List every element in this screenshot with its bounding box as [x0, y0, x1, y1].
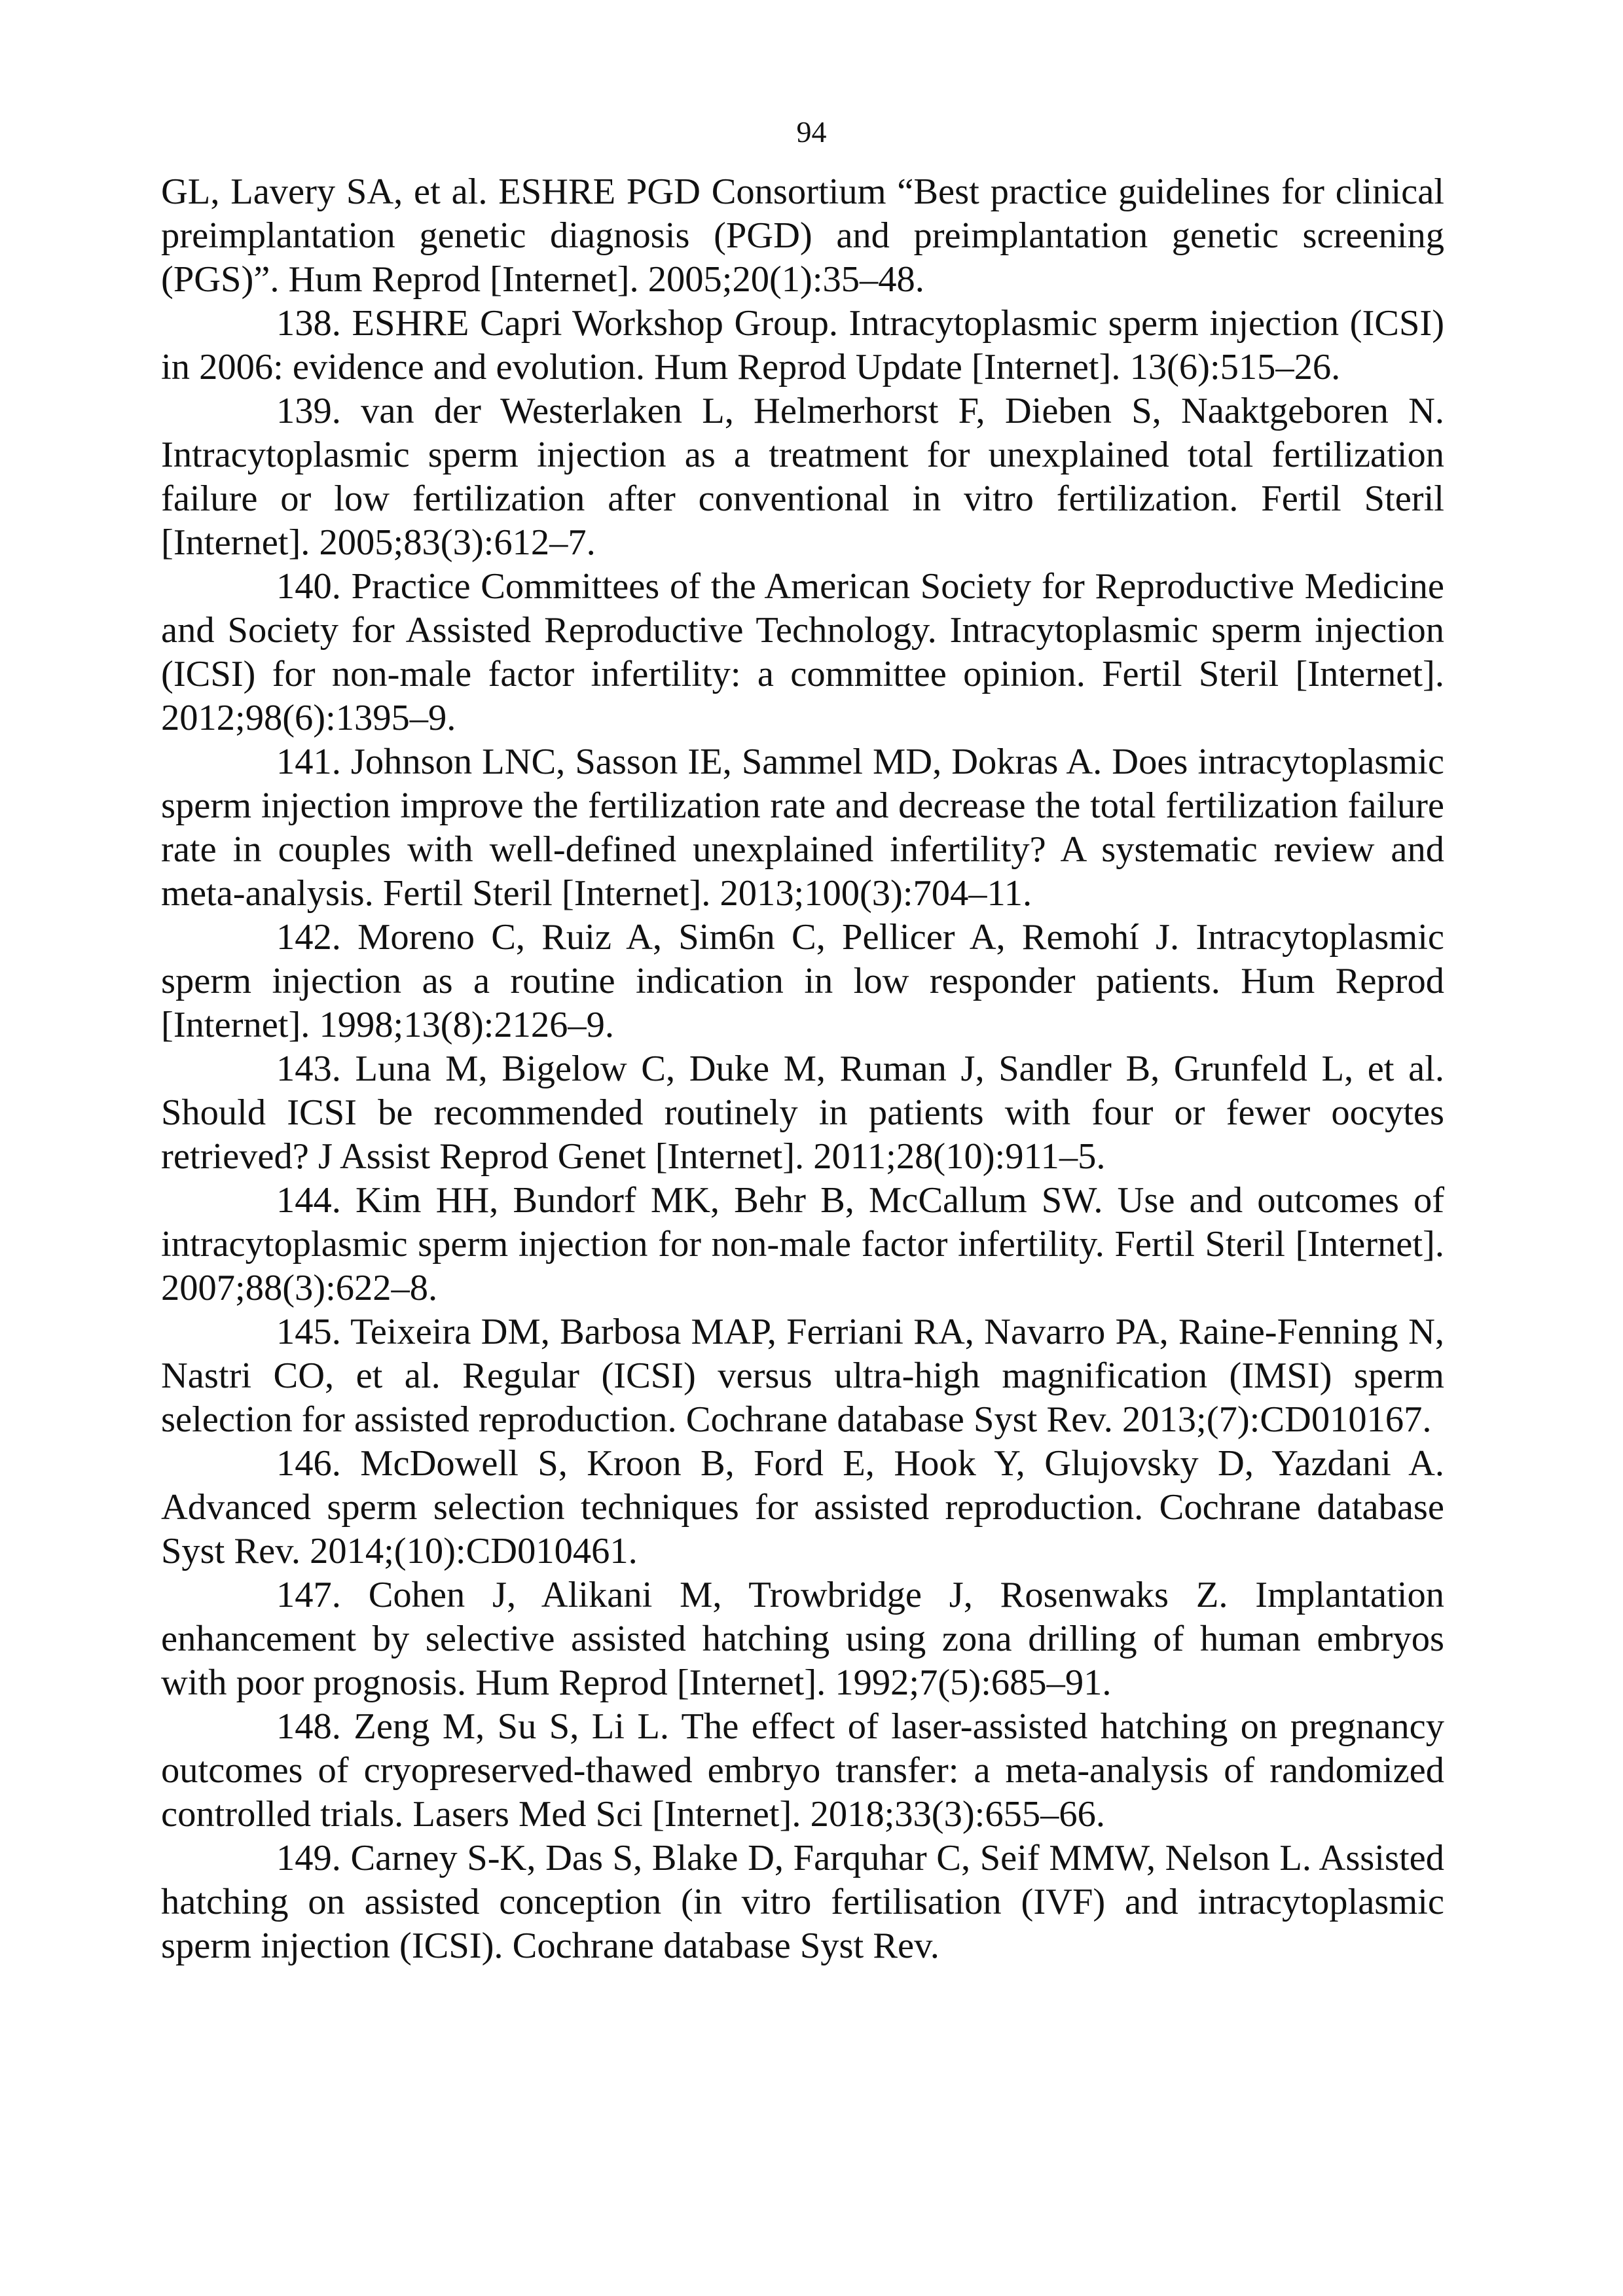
reference-number: 139.: [276, 391, 341, 431]
reference-text: Carney S-K, Das S, Blake D, Farquhar C, Seif MMW, Nelson L. Assisted hatching on assisted conception (in vitro fertilisation (IVF) and intracytoplasmic sperm injection (ICSI). Cochrane database Syst Rev.: [161, 1838, 1444, 1966]
reference-number: 140.: [276, 566, 341, 607]
reference-number: 143.: [276, 1049, 341, 1089]
reference-item-147: [161, 1573, 1444, 1705]
reference-list: [161, 170, 1444, 1968]
reference-text: Practice Committees of the American Society for Reproductive Medicine and Society for Assisted Reproductive Technology. Intracytoplasmic sperm injection (ICSI) for non-male factor infertility: a committee opinion. Fertil Steril [Internet]. 2012;98(6):1395–9.: [161, 566, 1444, 738]
reference-number: 138.: [276, 303, 341, 344]
reference-item-143: [161, 1047, 1444, 1179]
reference-text: McDowell S, Kroon B, Ford E, Hook Y, Glujovsky D, Yazdani A. Advanced sperm selection techniques for assisted reproduction. Cochrane database Syst Rev. 2014;(10):CD010461.: [161, 1443, 1445, 1571]
reference-item-149: [161, 1837, 1444, 1968]
reference-number: 147.: [276, 1575, 341, 1615]
reference-item-145: [161, 1310, 1444, 1442]
reference-number: 145.: [276, 1312, 341, 1352]
reference-text: Johnson LNC, Sasson IE, Sammel MD, Dokras A. Does intracytoplasmic sperm injection improve the fertilization rate and decrease the total fertilization failure rate in couples with well-defined unexplained infertility? A systematic review and meta-analysis. Fertil Steril [Internet]. 2013;100(3):704–11.: [161, 742, 1445, 914]
reference-number: 142.: [276, 917, 341, 958]
page-number: 94: [796, 115, 827, 149]
reference-item-142: [161, 916, 1444, 1047]
reference-item-148: [161, 1705, 1444, 1837]
reference-text: ESHRE Capri Workshop Group. Intracytoplasmic sperm injection (ICSI) in 2006: evidence and evolution. Hum Reprod Update [Internet]. 13(6):515–26.: [161, 303, 1445, 387]
reference-text: Zeng M, Su S, Li L. The effect of laser-assisted hatching on pregnancy outcomes of cryopreserved-thawed embryo transfer: a meta-analysis of randomized controlled trials. Lasers Med Sci [Internet]. 2018;33(3):655–66.: [161, 1706, 1444, 1835]
reference-item-141: [161, 740, 1444, 916]
reference-continuation: GL, Lavery SA, et al. ESHRE PGD Consortium “Best practice guidelines for clinical preimplantation genetic diagnosis (PGD) and preimplantation genetic screening (PGS)”. Hum Reprod [Internet]. 2005;20(1):35–48.: [161, 171, 1444, 300]
reference-text: van der Westerlaken L, Helmerhorst F, Dieben S, Naaktgeboren N. Intracytoplasmic sperm injection as a treatment for unexplained total fertilization failure or low fertilization after conventional in vitro fertilization. Fertil Steril [Internet]. 2005;83(3):612–7.: [161, 391, 1444, 563]
reference-text: Teixeira DM, Barbosa MAP, Ferriani RA, Navarro PA, Raine-Fenning N, Nastri CO, et al. Regular (ICSI) versus ultra-high magnification (IMSI) sperm selection for assisted reproduction. Cochrane database Syst Rev. 2013;(7):CD010167.: [161, 1312, 1444, 1440]
reference-item-139: [161, 389, 1444, 565]
reference-number: 149.: [276, 1838, 341, 1878]
reference-item-138: [161, 302, 1444, 389]
reference-item-144: [161, 1179, 1444, 1310]
reference-number: 141.: [276, 742, 341, 782]
reference-number: 148.: [276, 1706, 341, 1747]
reference-number: 146.: [276, 1443, 341, 1484]
reference-number: 144.: [276, 1180, 341, 1221]
reference-item-140: [161, 565, 1444, 740]
reference-text: Luna M, Bigelow C, Duke M, Ruman J, Sandler B, Grunfeld L, et al. Should ICSI be recommended routinely in patients with four or fewer oocytes retrieved? J Assist Reprod Genet [Internet]. 2011;28(10):911–5.: [161, 1049, 1444, 1177]
reference-text: Cohen J, Alikani M, Trowbridge J, Rosenwaks Z. Implantation enhancement by selective assisted hatching using zona drilling of human embryos with poor prognosis. Hum Reprod [Internet]. 1992;7(5):685–91.: [161, 1575, 1444, 1703]
reference-item-146: [161, 1442, 1444, 1573]
reference-text: Kim HH, Bundorf MK, Behr B, McCallum SW. Use and outcomes of intracytoplasmic sperm injection for non-male factor infertility. Fertil Steril [Internet]. 2007;88(3):622–8.: [161, 1180, 1445, 1308]
reference-text: Moreno C, Ruiz A, Sim6n C, Pellicer A, Remohí J. Intracytoplasmic sperm injection as a routine indication in low responder patients. Hum Reprod [Internet]. 1998;13(8):2126–9.: [161, 917, 1444, 1045]
